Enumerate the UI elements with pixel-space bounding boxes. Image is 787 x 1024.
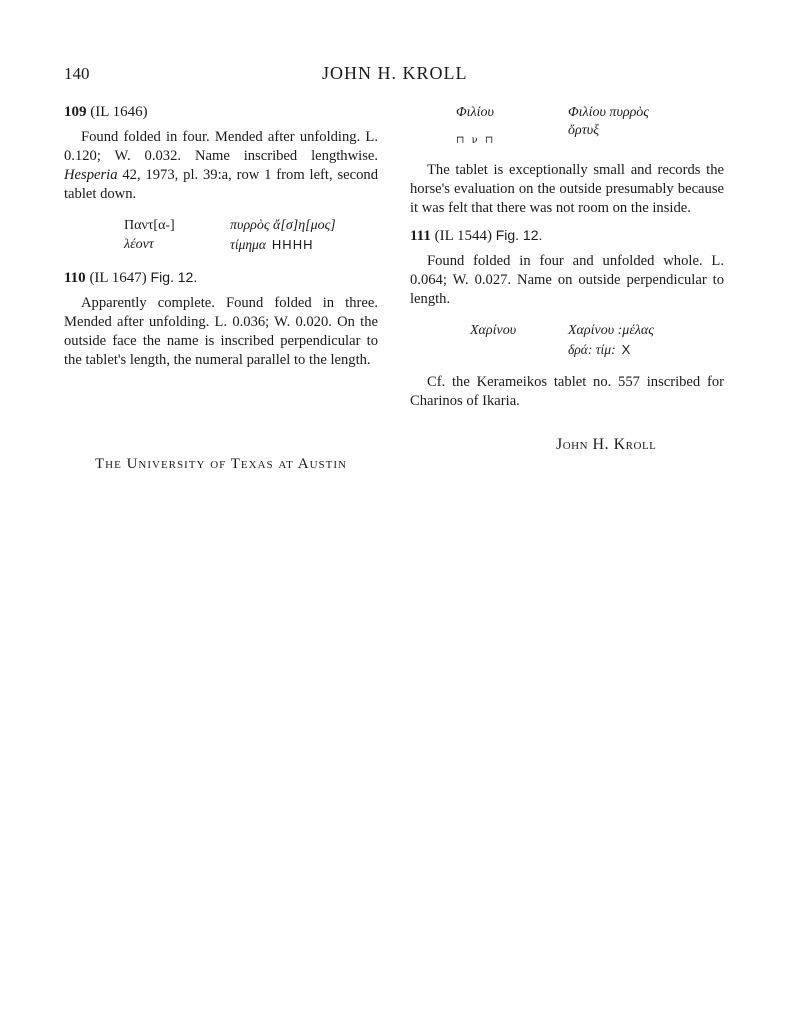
- inscription-numerals: X: [621, 342, 632, 357]
- inscription-text: Χαρίνου: [470, 323, 517, 338]
- inscription-text: τίμημα: [230, 237, 266, 252]
- left-column: [64, 103, 378, 370]
- journal-title: Hesperia: [64, 167, 118, 183]
- entry-110-inscription: [410, 103, 724, 147]
- entry-110-fig: Fig. 12.: [150, 269, 198, 285]
- author-signature: John H. Kroll: [556, 436, 657, 453]
- entry-110-number: 110: [64, 270, 86, 286]
- inscription-text: πυρρὸς ἄ[σ]η[μος]: [230, 218, 336, 233]
- inscription-text: δρά: τίμ:: [568, 342, 616, 357]
- entry-109-heading: [64, 103, 378, 122]
- author-affiliation: The University of Texas at Austin: [95, 456, 347, 472]
- inscription-text: Χαρίνου :μέλας: [568, 323, 654, 338]
- entry-110-inventory: (IL 1647): [89, 270, 147, 286]
- entry-110-commentary: The tablet is exceptionally small and records the horse's evaluation on the outside presumably because it was felt that there was not room on the inside.: [410, 162, 724, 216]
- entry-111-commentary: Cf. the Kerameikos tablet no. 557 inscribed for Charinos of Ikaria.: [410, 374, 724, 409]
- running-title: JOHN H. KROLL: [322, 63, 468, 83]
- entry-109-number: 109: [64, 104, 87, 120]
- inscription-text: ⊓ ν ⊓: [456, 135, 496, 146]
- entry-111-inscription: [410, 321, 724, 361]
- entry-110-heading: [64, 268, 378, 288]
- entry-109-inscription: [64, 216, 378, 256]
- entry-111-heading: [410, 226, 724, 246]
- entry-111-number: 111: [410, 228, 431, 244]
- entry-111-fig: Fig. 12.: [495, 227, 543, 243]
- inscription-text: Φιλίου: [456, 105, 494, 120]
- inscription-numerals: HHHH: [271, 237, 314, 252]
- entry-111-description: Found folded in four and unfolded whole. L. 0.064; W. 0.027. Name on outside perpendicular to length.: [410, 253, 724, 307]
- inscription-text: ὄρτυξ: [568, 123, 600, 138]
- right-column: [410, 103, 724, 411]
- entry-111-inventory: (IL 1544): [434, 228, 492, 244]
- inscription-text: Παντ[α-]: [124, 218, 175, 233]
- page-number: 140: [64, 64, 90, 83]
- entry-109-description: Found folded in four. Mended after unfolding. L. 0.120; W. 0.032. Name inscribed lengthwise. Hesperia 42, 1973, pl. 39:a, row 1 from left, second tablet down.: [64, 129, 378, 202]
- inscription-text: Φιλίου πυρρὸς: [568, 105, 649, 120]
- entry-110-description: Apparently complete. Found folded in three. Mended after unfolding. L. 0.036; W. 0.020. On the outside face the name is inscribed perpendicular to the tablet's length, the numeral parallel to the length.: [64, 295, 378, 368]
- inscription-text: λέοντ: [124, 237, 154, 252]
- entry-109-inventory: (IL 1646): [90, 104, 148, 120]
